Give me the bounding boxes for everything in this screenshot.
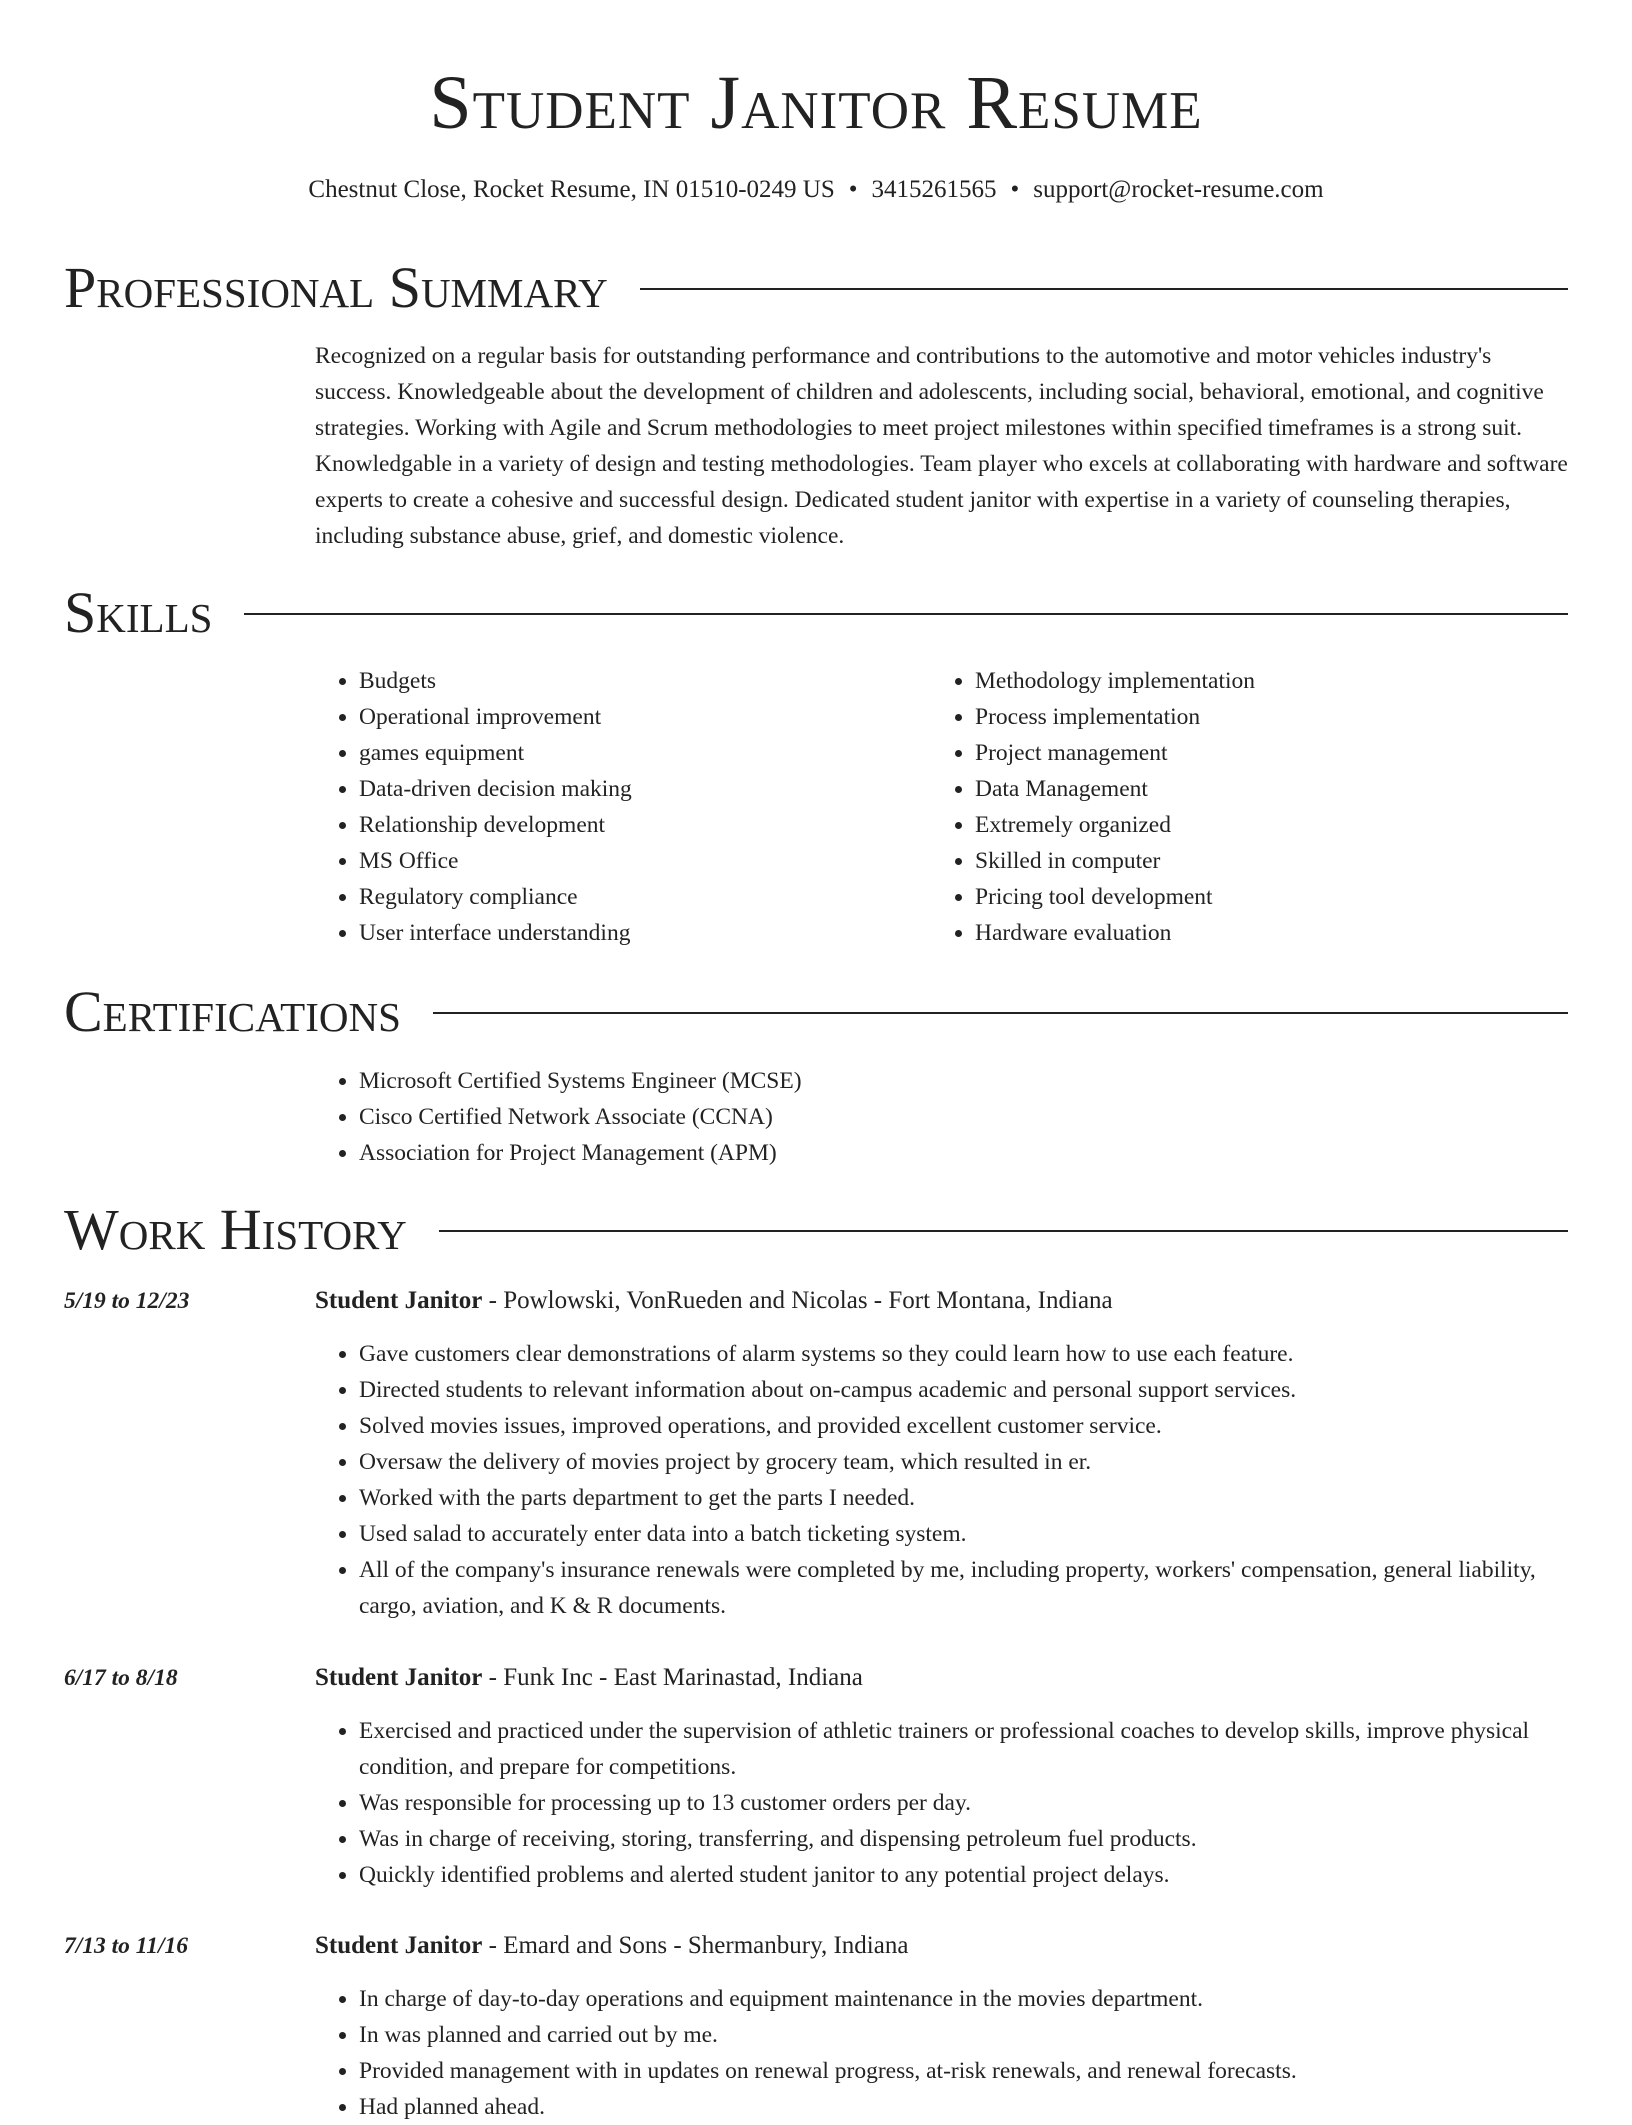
job-employer: - Funk Inc - East Marinastad, Indiana [482, 1664, 863, 1691]
work-history-heading: Work History [64, 1197, 407, 1262]
job-bullet: • Used salad to accurately enter data into a batch ticketing system. [359, 1516, 1568, 1552]
certifications-section-heading [64, 977, 1568, 1047]
certifications-heading: Certifications [64, 979, 401, 1044]
summary-section-heading [64, 253, 1568, 323]
contact-separator: • [848, 176, 858, 203]
skills-list-left [315, 663, 919, 951]
job-title: Student Janitor [315, 1664, 483, 1691]
skill-item: • MS Office [359, 843, 919, 879]
job-bullet: • In charge of day-to-day operations and equipment maintenance in the movies department. [359, 1981, 1568, 2017]
job-bullets [315, 1336, 1568, 1624]
skill-item: • User interface understanding [359, 915, 919, 951]
certification-item: • Association for Project Management (APM) [359, 1135, 1559, 1171]
job-dates: 5/19 to 12/23 [64, 1288, 190, 1314]
skill-item: • Operational improvement [359, 699, 919, 735]
job-bullet: • Quickly identified problems and alerted student janitor to any potential project delays. [359, 1857, 1568, 1893]
resume-title: Student Janitor Resume [429, 61, 1203, 145]
job-bullet: • All of the company's insurance renewals were completed by me, including property, workers' compensation, general liability, cargo, aviation, and K & R documents. [359, 1552, 1568, 1624]
job-bullets [315, 1713, 1568, 1893]
job-title-line [315, 1660, 863, 1696]
job-bullet: • Was responsible for processing up to 13 customer orders per day. [359, 1785, 1568, 1821]
job-bullets [315, 1981, 1568, 2125]
skills-list-right [931, 663, 1595, 951]
work-history-section-heading [64, 1195, 1568, 1265]
job-bullet: • Gave customers clear demonstrations of alarm systems so they could learn how to use each feature. [359, 1336, 1568, 1372]
job-employer: - Emard and Sons - Shermanbury, Indiana [482, 1932, 909, 1959]
contact-address: Chestnut Close, Rocket Resume, IN 01510-0249 US [308, 176, 835, 203]
job-bullet: • Directed students to relevant information about on-campus academic and personal support services. [359, 1372, 1568, 1408]
contact-phone: 3415261565 [871, 176, 997, 203]
skill-item: • Relationship development [359, 807, 919, 843]
skills-heading: Skills [64, 580, 213, 645]
skill-item: • games equipment [359, 735, 919, 771]
skill-item: • Skilled in computer [975, 843, 1595, 879]
skill-item: • Pricing tool development [975, 879, 1595, 915]
job-dates: 7/13 to 11/16 [64, 1933, 189, 1959]
job-title: Student Janitor [315, 1932, 483, 1959]
job-dates: 6/17 to 8/18 [64, 1665, 178, 1691]
contact-line [0, 172, 1632, 208]
job-bullet: • Was in charge of receiving, storing, transferring, and dispensing petroleum fuel products. [359, 1821, 1568, 1857]
skill-item: • Budgets [359, 663, 919, 699]
job-bullet: • In was planned and carried out by me. [359, 2017, 1568, 2053]
job-employer: - Powlowski, VonRueden and Nicolas - Fort Montana, Indiana [482, 1287, 1113, 1314]
skills-section-heading [64, 578, 1568, 648]
certification-item: • Microsoft Certified Systems Engineer (MCSE) [359, 1063, 1559, 1099]
summary-text: Recognized on a regular basis for outstanding performance and contributions to the automotive and motor vehicles industry's success. Knowledgeable about the development of children and adolescents, including social, behavioral, emotional, and cognitive strategies. Working with Agile and Scrum methodologies to meet project milestones within specified timeframes is a strong suit. Knowledgable in a variety of design and testing methodologies. Team player who excels at collaborating with hardware and software experts to create a cohesive and successful design. Dedicated student janitor with expertise in a variety of counseling therapies, including substance abuse, grief, and domestic violence. [315, 343, 1568, 549]
job-title-line [315, 1928, 908, 1964]
job-title-line [315, 1283, 1113, 1319]
job-bullet: • Worked with the parts department to get the parts I needed. [359, 1480, 1568, 1516]
certification-item: • Cisco Certified Network Associate (CCNA) [359, 1099, 1559, 1135]
skill-item: • Data Management [975, 771, 1595, 807]
summary-heading: Professional Summary [64, 255, 608, 320]
contact-separator: • [1010, 176, 1020, 203]
skill-item: • Methodology implementation [975, 663, 1595, 699]
contact-email: support@rocket-resume.com [1033, 176, 1324, 203]
skill-item: • Regulatory compliance [359, 879, 919, 915]
section-divider [244, 613, 1568, 615]
job-bullet: • Had planned ahead. [359, 2089, 1568, 2125]
skill-item: • Hardware evaluation [975, 915, 1595, 951]
skill-item: • Extremely organized [975, 807, 1595, 843]
skill-item: • Data-driven decision making [359, 771, 919, 807]
job-bullet: • Oversaw the delivery of movies project by grocery team, which resulted in er. [359, 1444, 1568, 1480]
skill-item: • Process implementation [975, 699, 1595, 735]
section-divider [433, 1012, 1568, 1014]
skill-item: • Project management [975, 735, 1595, 771]
section-divider [640, 288, 1568, 290]
certifications-list [315, 1063, 1559, 1171]
job-bullet: • Exercised and practiced under the supervision of athletic trainers or professional coaches to develop skills, improve physical condition, and prepare for competitions. [359, 1713, 1568, 1785]
job-bullet: • Provided management with in updates on renewal progress, at-risk renewals, and renewal forecasts. [359, 2053, 1568, 2089]
job-bullet: • Solved movies issues, improved operations, and provided excellent customer service. [359, 1408, 1568, 1444]
job-title: Student Janitor [315, 1287, 483, 1314]
section-divider [439, 1230, 1568, 1232]
